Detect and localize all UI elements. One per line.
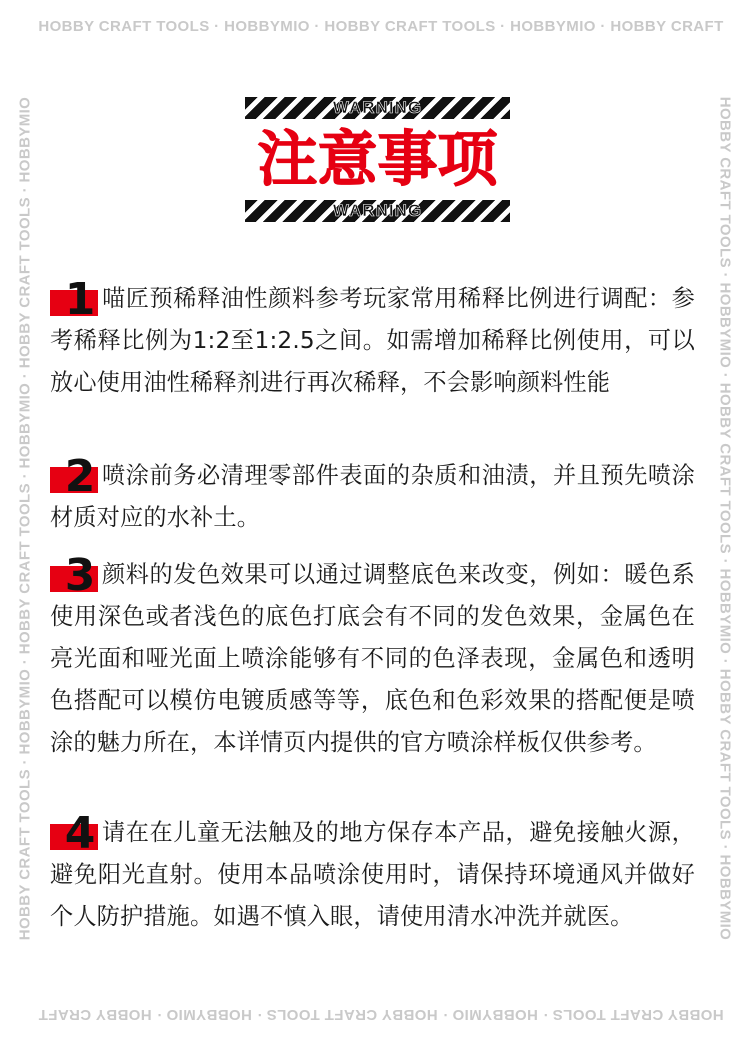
notice-item-2 xyxy=(50,451,710,539)
warning-label-top: WARNING xyxy=(332,98,423,117)
item-number: 2 xyxy=(64,451,96,502)
border-text-top: HOBBY CRAFT TOOLS · HOBBYMIO · HOBBY CRAFT TOOLS · HOBBYMIO · HOBBY CRAFT xyxy=(38,18,724,35)
notice-item-1 xyxy=(50,274,710,404)
warning-stripe-bottom xyxy=(245,200,510,222)
item-text: 颜料的发色效果可以通过调整底色来改变，例如：暖色系使用深色或者浅色的底色打底会有不同的发色效果，金属色在亮光面和哑光面上喷涂能够有不同的色泽表现，金属色和透明色搭配可以模仿电镀质感等等，底色和色彩效果的搭配便是喷涂的魅力所在，本详情页内提供的官方喷涂样板仅供参考。 xyxy=(50,561,695,756)
item-text: 喷涂前务必清理零部件表面的杂质和油渍，并且预先喷涂材质对应的水补土。 xyxy=(50,462,695,531)
border-text-bottom: HOBBY CRAFT TOOLS · HOBBYMIO · HOBBY CRAFT TOOLS · HOBBYMIO · HOBBY CRAFT xyxy=(38,1006,724,1023)
notice-item-3 xyxy=(50,550,710,764)
notice-item-4 xyxy=(50,808,710,938)
border-text-left: HOBBY CRAFT TOOLS · HOBBYMIO · HOBBY CRAFT TOOLS · HOBBYMIO · HOBBY CRAFT TOOLS · HOBBYMIO xyxy=(16,96,34,941)
warning-label-bottom: WARNING xyxy=(332,201,423,220)
item-number: 1 xyxy=(64,274,96,325)
border-text-right: HOBBY CRAFT TOOLS · HOBBYMIO · HOBBY CRAFT TOOLS · HOBBYMIO · HOBBY CRAFT TOOLS · HOBBYMIO xyxy=(716,96,734,941)
item-text: 喵匠预稀释油性颜料参考玩家常用稀释比例进行调配：参考稀释比例为1:2至1:2.5之间。如需增加稀释比例使用，可以放心使用油性稀释剂进行再次稀释，不会影响颜料性能 xyxy=(50,285,695,396)
item-text: 请在在儿童无法触及的地方保存本产品，避免接触火源，避免阳光直射。使用本品喷涂使用时，请保持环境通风并做好个人防护措施。如遇不慎入眼，请使用清水冲洗并就医。 xyxy=(50,819,695,930)
page-title: 注意事项 xyxy=(257,125,498,195)
warning-header xyxy=(245,97,510,222)
warning-stripe-top xyxy=(245,97,510,119)
item-number: 3 xyxy=(64,550,96,601)
item-number: 4 xyxy=(64,808,96,859)
